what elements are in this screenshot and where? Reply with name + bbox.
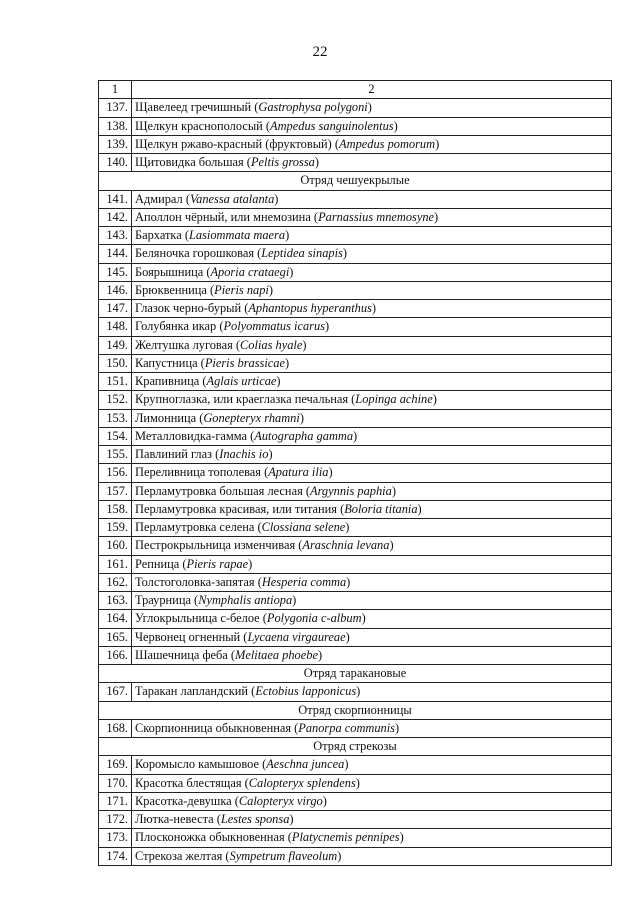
species-cell: Щитовидка большая (Peltis grossa)	[132, 154, 612, 172]
row-number: 158.	[99, 500, 132, 518]
row-number: 170.	[99, 774, 132, 792]
species-common-name: Бархатка	[135, 228, 182, 242]
species-common-name: Металловидка-гамма	[135, 428, 248, 443]
row-number: 143.	[99, 227, 132, 245]
group-header-row	[99, 172, 612, 190]
species-common-name: Червонец огненный	[135, 629, 241, 644]
table-row	[99, 263, 612, 281]
species-latin-name: Lycaena virgaureae	[247, 629, 346, 644]
table-row	[99, 573, 612, 591]
group-header-row	[99, 738, 612, 756]
species-cell: Щавелеед гречишный (Gastrophysa polygoni)	[132, 99, 612, 117]
species-cell: Червонец огненный (Lycaena virgaureae)	[132, 628, 612, 646]
species-cell: Репница (Pieris rapae)	[132, 555, 612, 573]
species-common-name: Траурница	[135, 593, 191, 607]
table-row	[99, 464, 612, 482]
row-number: 140.	[99, 154, 132, 172]
species-common-name: Красотка-девушка	[135, 793, 232, 808]
row-number: 164.	[99, 610, 132, 628]
species-common-name: Павлиний глаз	[135, 447, 212, 461]
species-latin-name: Platycnemis pennipes	[291, 830, 400, 845]
species-cell: Лимонница (Gonepteryx rhamni)	[132, 409, 612, 427]
species-cell: Коромысло камышовое (Aeschna juncea)	[132, 756, 612, 774]
row-number: 173.	[99, 829, 132, 847]
species-latin-name: Leptidea sinapis	[261, 246, 343, 261]
group-title: Отряд стрекозы	[99, 738, 612, 756]
row-number: 138.	[99, 117, 132, 135]
table-row	[99, 281, 612, 299]
species-cell: Таракан лапландский (Ectobius lapponicus)	[132, 683, 612, 701]
species-common-name: Стрекоза желтая	[135, 848, 223, 863]
table-row	[99, 829, 612, 847]
species-cell: Плосконожка обыкновенная (Platycnemis pennipes)	[132, 829, 612, 847]
table-row	[99, 391, 612, 409]
species-cell: Адмирал (Vanessa atalanta)	[132, 190, 612, 208]
row-number: 159.	[99, 519, 132, 537]
species-cell: Перламутровка красивая, или титания (Boloria titania)	[132, 500, 612, 518]
table-row	[99, 227, 612, 245]
species-latin-name: Calopteryx splendens	[248, 775, 356, 790]
species-latin-name: Nymphalis antiopa	[198, 593, 293, 607]
species-common-name: Щелкун ржаво-красный (фруктовый)	[135, 136, 332, 151]
species-latin-name: Hesperia comma	[261, 574, 347, 589]
species-latin-name: Vanessa atalanta	[189, 191, 275, 206]
row-number: 171.	[99, 792, 132, 810]
row-number: 144.	[99, 245, 132, 263]
table-row	[99, 719, 612, 737]
species-cell: Голубянка икар (Polyommatus icarus)	[132, 318, 612, 336]
species-latin-name: Argynnis paphia	[310, 483, 392, 498]
species-common-name: Перламутровка большая лесная	[135, 483, 303, 498]
row-number: 166.	[99, 646, 132, 664]
row-number: 139.	[99, 135, 132, 153]
row-number: 152.	[99, 391, 132, 409]
table-row	[99, 135, 612, 153]
species-common-name: Репница	[135, 556, 180, 571]
species-common-name: Капустница	[135, 355, 198, 370]
row-number: 148.	[99, 318, 132, 336]
species-cell: Брюквенница (Pieris napi)	[132, 281, 612, 299]
species-latin-name: Melitaea phoebe	[235, 647, 318, 662]
species-latin-name: Lopinga achine	[355, 392, 433, 407]
row-number: 149.	[99, 336, 132, 354]
row-number: 145.	[99, 263, 132, 281]
table-row	[99, 519, 612, 537]
table-row	[99, 99, 612, 117]
species-common-name: Щелкун краснополосый	[135, 118, 263, 133]
species-common-name: Боярышница	[135, 264, 204, 279]
species-latin-name: Aglais urticae	[206, 374, 277, 388]
row-number: 153.	[99, 409, 132, 427]
row-number: 169.	[99, 756, 132, 774]
species-latin-name: Parnassius mnemosyne	[318, 209, 435, 224]
table-header-row	[99, 81, 612, 99]
species-common-name: Щавелеед гречишный	[135, 100, 252, 115]
table-row	[99, 792, 612, 810]
group-title: Отряд скорпионницы	[99, 701, 612, 719]
group-title: Отряд чешуекрылые	[99, 172, 612, 190]
species-cell: Траурница (Nymphalis antiopa)	[132, 592, 612, 610]
row-number: 174.	[99, 847, 132, 865]
species-common-name: Щитовидка большая	[135, 155, 244, 169]
row-number: 150.	[99, 354, 132, 372]
table-row	[99, 427, 612, 445]
species-cell: Бархатка (Lasiommata maera)	[132, 227, 612, 245]
table-row	[99, 500, 612, 518]
table-row	[99, 555, 612, 573]
species-latin-name: Colias hyale	[240, 337, 303, 352]
table-row	[99, 646, 612, 664]
species-common-name: Скорпионница обыкновенная	[135, 720, 292, 735]
row-number: 146.	[99, 281, 132, 299]
species-common-name: Крупноглазка, или краеглазка печальная	[135, 392, 349, 407]
species-cell: Перламутровка селена (Clossiana selene)	[132, 519, 612, 537]
species-latin-name: Autographa gamma	[254, 428, 354, 443]
species-latin-name: Pieris napi	[214, 282, 269, 297]
species-cell: Крапивница (Aglais urticae)	[132, 373, 612, 391]
table-row	[99, 756, 612, 774]
species-cell: Крупноглазка, или краеглазка печальная (Lopinga achine)	[132, 391, 612, 409]
row-number: 142.	[99, 208, 132, 226]
species-latin-name: Lestes sponsa	[220, 812, 290, 826]
species-cell: Красотка-девушка (Calopteryx virgo)	[132, 792, 612, 810]
species-latin-name: Pieris brassicae	[204, 355, 286, 370]
species-latin-name: Pieris rapae	[186, 556, 249, 571]
species-cell: Аполлон чёрный, или мнемозина (Parnassius mnemosyne)	[132, 208, 612, 226]
species-latin-name: Aeschna juncea	[266, 757, 345, 772]
species-common-name: Аполлон чёрный, или мнемозина	[135, 209, 311, 224]
group-title: Отряд таракановые	[99, 665, 612, 683]
table-row	[99, 592, 612, 610]
table-row	[99, 847, 612, 865]
species-latin-name: Ampedus sanguinolentus	[270, 118, 394, 133]
table-row	[99, 774, 612, 792]
species-common-name: Лютка-невеста	[135, 812, 214, 826]
row-number: 163.	[99, 592, 132, 610]
species-common-name: Толстоголовка-запятая	[135, 574, 255, 589]
species-cell: Боярышница (Aporia crataegi)	[132, 263, 612, 281]
row-number: 161.	[99, 555, 132, 573]
row-number: 137.	[99, 99, 132, 117]
species-table	[98, 80, 612, 866]
species-cell: Капустница (Pieris brassicae)	[132, 354, 612, 372]
table-row	[99, 610, 612, 628]
table-row	[99, 628, 612, 646]
row-number: 141.	[99, 190, 132, 208]
table-row	[99, 683, 612, 701]
species-latin-name: Polyommatus icarus	[223, 319, 325, 334]
species-common-name: Красотка блестящая	[135, 775, 242, 790]
species-common-name: Пестрокрыльница изменчивая	[135, 538, 296, 553]
header-col-number: 1	[99, 81, 132, 99]
row-number: 160.	[99, 537, 132, 555]
species-cell: Пестрокрыльница изменчивая (Araschnia levana)	[132, 537, 612, 555]
row-number: 147.	[99, 300, 132, 318]
row-number: 155.	[99, 446, 132, 464]
species-latin-name: Polygonia c-album	[266, 611, 362, 626]
species-latin-name: Lasiommata maera	[189, 228, 286, 242]
table-row	[99, 354, 612, 372]
species-common-name: Беляночка горошковая	[135, 246, 255, 261]
species-latin-name: Aporia crataegi	[210, 264, 290, 279]
species-latin-name: Ampedus pomorum	[339, 136, 436, 151]
species-cell: Переливница тополевая (Apatura ilia)	[132, 464, 612, 482]
row-number: 167.	[99, 683, 132, 701]
species-common-name: Адмирал	[135, 191, 183, 206]
species-common-name: Перламутровка селена	[135, 520, 255, 534]
species-common-name: Лимонница	[135, 410, 197, 425]
species-latin-name: Calopteryx virgo	[238, 793, 323, 808]
group-header-row	[99, 701, 612, 719]
header-col-species: 2	[132, 81, 612, 99]
row-number: 156.	[99, 464, 132, 482]
row-number: 151.	[99, 373, 132, 391]
species-cell: Щелкун краснополосый (Ampedus sanguinolentus)	[132, 117, 612, 135]
species-latin-name: Ectobius lapponicus	[255, 684, 357, 699]
species-latin-name: Sympetrum flaveolum	[229, 848, 338, 863]
species-cell: Беляночка горошковая (Leptidea sinapis)	[132, 245, 612, 263]
species-cell: Стрекоза желтая (Sympetrum flaveolum)	[132, 847, 612, 865]
species-latin-name: Gastrophysa polygoni	[258, 100, 368, 115]
species-latin-name: Panorpa communis	[298, 720, 395, 735]
species-cell: Скорпионница обыкновенная (Panorpa communis)	[132, 719, 612, 737]
species-latin-name: Aphantopus hyperanthus	[248, 301, 372, 315]
page-number: 22	[312, 44, 328, 60]
species-latin-name: Inachis io	[219, 447, 269, 461]
table-row	[99, 208, 612, 226]
species-cell: Желтушка луговая (Colias hyale)	[132, 336, 612, 354]
row-number: 165.	[99, 628, 132, 646]
species-latin-name: Clossiana selene	[261, 520, 346, 534]
species-cell: Углокрыльница с-белое (Polygonia c-album)	[132, 610, 612, 628]
table-row	[99, 245, 612, 263]
species-cell: Толстоголовка-запятая (Hesperia comma)	[132, 573, 612, 591]
row-number: 157.	[99, 482, 132, 500]
species-cell: Павлиний глаз (Inachis io)	[132, 446, 612, 464]
species-common-name: Таракан лапландский	[135, 684, 249, 699]
table-row	[99, 482, 612, 500]
table-row	[99, 318, 612, 336]
species-latin-name: Boloria titania	[344, 501, 418, 516]
table-row	[99, 409, 612, 427]
row-number: 168.	[99, 719, 132, 737]
table-row	[99, 811, 612, 829]
species-cell: Красотка блестящая (Calopteryx splendens)	[132, 774, 612, 792]
species-latin-name: Araschnia levana	[302, 538, 390, 553]
table-row	[99, 537, 612, 555]
species-common-name: Глазок черно-бурый	[135, 301, 242, 315]
species-common-name: Плосконожка обыкновенная	[135, 830, 285, 845]
species-common-name: Переливница тополевая	[135, 465, 261, 480]
species-common-name: Голубянка икар	[135, 319, 217, 334]
species-cell: Шашечница феба (Melitaea phoebe)	[132, 646, 612, 664]
table-row	[99, 373, 612, 391]
species-common-name: Крапивница	[135, 374, 200, 388]
table-row	[99, 336, 612, 354]
species-cell: Перламутровка большая лесная (Argynnis paphia)	[132, 482, 612, 500]
group-header-row	[99, 665, 612, 683]
table-row	[99, 190, 612, 208]
species-common-name: Коромысло камышовое	[135, 757, 259, 772]
table-row	[99, 446, 612, 464]
species-common-name: Перламутровка красивая, или титания	[135, 501, 337, 516]
row-number: 172.	[99, 811, 132, 829]
species-common-name: Углокрыльница с-белое	[135, 611, 260, 626]
table-row	[99, 300, 612, 318]
species-common-name: Шашечница феба	[135, 647, 228, 662]
species-cell: Глазок черно-бурый (Aphantopus hyperanthus)	[132, 300, 612, 318]
table-row	[99, 154, 612, 172]
species-common-name: Брюквенница	[135, 282, 207, 297]
species-latin-name: Apatura ilia	[268, 465, 329, 480]
species-latin-name: Gonepteryx rhamni	[203, 410, 300, 425]
species-cell: Лютка-невеста (Lestes sponsa)	[132, 811, 612, 829]
row-number: 162.	[99, 573, 132, 591]
species-cell: Щелкун ржаво-красный (фруктовый) (Ampedus pomorum)	[132, 135, 612, 153]
species-latin-name: Peltis grossa	[250, 155, 315, 169]
table-row	[99, 117, 612, 135]
species-table-body	[99, 81, 612, 866]
species-common-name: Желтушка луговая	[135, 337, 233, 352]
species-cell: Металловидка-гамма (Autographa gamma)	[132, 427, 612, 445]
row-number: 154.	[99, 427, 132, 445]
